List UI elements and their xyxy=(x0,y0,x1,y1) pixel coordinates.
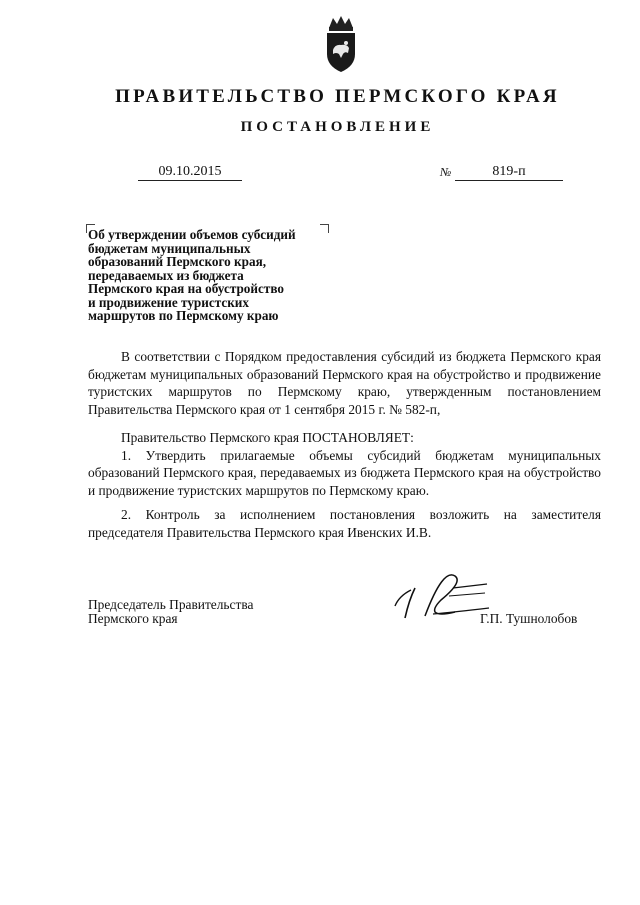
subject-line: Об утверждении объемов субсидий xyxy=(88,227,296,242)
subject-line: маршрутов по Пермскому краю xyxy=(88,308,279,323)
subject-line: бюджетам муниципальных xyxy=(88,240,251,256)
document-number: 819-п xyxy=(455,163,563,181)
preamble-paragraph: В соответствии с Порядком предоставления субсидий из бюджета Пермского края бюджетам муниципальных образований Пермского края на обустройство и продвижение туристских маршрутов по Пермскому краю, утвержденным постановлением Правительства Пермского края от 1 сентября 2015 г. № 582-п, xyxy=(88,349,601,417)
subject-line: передаваемых из бюджета xyxy=(88,267,244,283)
subject-line: образований Пермского края, xyxy=(88,254,267,269)
government-title: ПРАВИТЕЛЬСТВО ПЕРМСКОГО КРАЯ xyxy=(115,86,560,107)
document-body xyxy=(88,348,601,541)
item-2-paragraph: 2. Контроль за исполнением постановления возложить на заместителя председателя Правительства Пермского края Ивенских И.В. xyxy=(88,507,601,540)
handwritten-signature-icon xyxy=(385,566,495,626)
signer-title-line: Пермского края xyxy=(88,611,178,626)
item-1-paragraph: 1. Утвердить прилагаемые объемы субсидий бюджетам муниципальных образований Пермского края, передаваемых из бюджета Пермского края на обустройство и продвижение туристских маршрутов по Пермскому краю. xyxy=(88,447,601,498)
signer-title-line: Председатель Правительства xyxy=(88,597,254,612)
resolves-paragraph: Правительство Пермского края ПОСТАНОВЛЯЕТ: xyxy=(121,430,414,445)
document-subject xyxy=(88,228,348,323)
subject-line: и продвижение туристских xyxy=(88,294,249,310)
number-sign: № xyxy=(440,165,452,179)
coat-of-arms-icon xyxy=(321,14,361,74)
signer-title xyxy=(88,598,253,626)
document-date: 09.10.2015 xyxy=(138,163,242,181)
document-type: ПОСТАНОВЛЕНИЕ xyxy=(240,119,435,135)
signer-name: Г.П. Тушнолобов xyxy=(480,611,578,626)
subject-line: Пермского края на обустройство xyxy=(88,281,284,296)
